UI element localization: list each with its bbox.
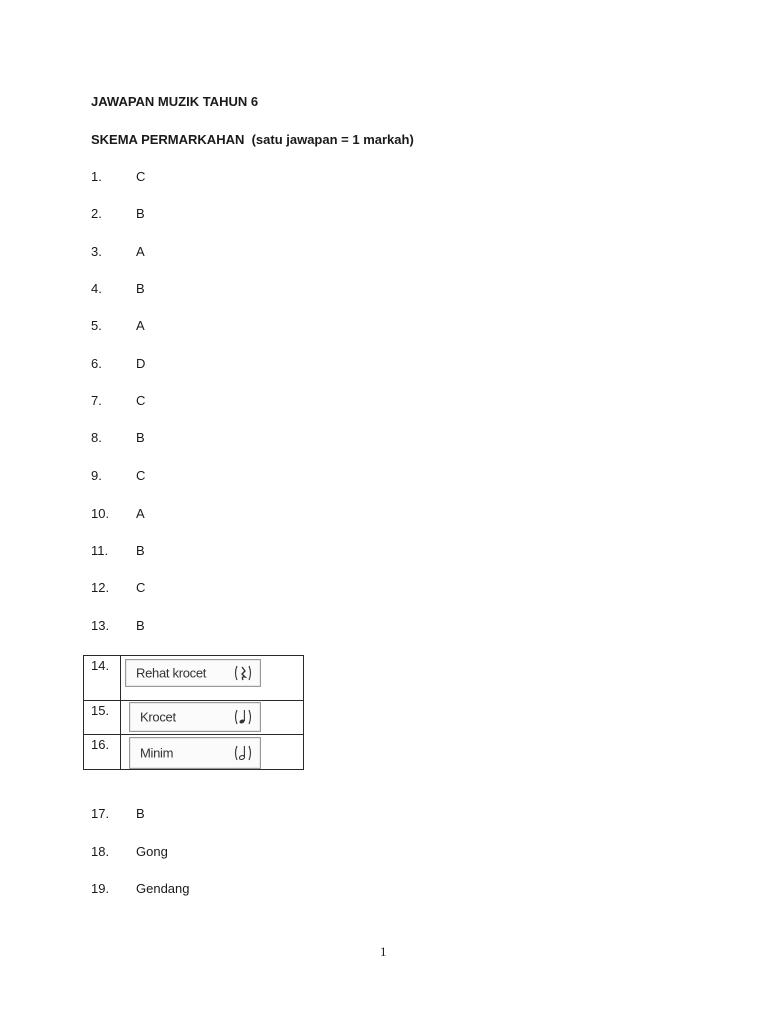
note-image: [129, 702, 261, 732]
note-label: Krocet: [140, 709, 176, 725]
answer-text: B: [136, 543, 145, 558]
question-number: 5.: [91, 318, 102, 333]
question-number: 2.: [91, 206, 102, 221]
question-number: 11.: [91, 543, 109, 558]
question-number: 13.: [91, 618, 110, 633]
answer-text: B: [136, 618, 145, 633]
marking-scheme-subtitle: SKEMA PERMARKAHAN (satu jawapan = 1 markah): [91, 132, 414, 147]
note-image: [129, 737, 261, 769]
answer-text: A: [136, 244, 145, 259]
answer-text: B: [136, 206, 145, 221]
note-values-table: [83, 655, 304, 770]
answer-text: C: [136, 580, 146, 595]
answer-text: Gong: [136, 844, 168, 859]
question-number: 14.: [84, 656, 121, 701]
table-row: [84, 656, 304, 701]
crotchet-rest-icon: [232, 664, 254, 682]
question-number: 16.: [84, 735, 121, 770]
question-number: 8.: [91, 430, 102, 445]
note-label: Rehat krocet: [136, 665, 207, 681]
note-image-cell: [121, 656, 304, 701]
answer-text: A: [136, 318, 145, 333]
question-number: 7.: [91, 393, 102, 408]
answer-text: C: [136, 393, 146, 408]
question-number: 12.: [91, 580, 110, 595]
minim-note-icon: [232, 744, 254, 762]
crotchet-note-icon: [232, 708, 254, 726]
answer-text: A: [136, 506, 145, 521]
answer-text: Gendang: [136, 881, 190, 896]
answer-text: C: [136, 169, 146, 184]
answer-text: C: [136, 468, 146, 483]
question-number: 4.: [91, 281, 102, 296]
answer-text: B: [136, 430, 145, 445]
question-number: 15.: [84, 701, 121, 735]
question-number: 17.: [91, 806, 110, 821]
note-image: [125, 659, 261, 687]
table-row: [84, 735, 304, 770]
question-number: 9.: [91, 468, 102, 483]
question-number: 18.: [91, 844, 110, 859]
page-number: 1: [380, 944, 387, 959]
question-number: 19.: [91, 881, 110, 896]
question-number: 1.: [91, 169, 102, 184]
note-image-cell: [121, 701, 304, 735]
question-number: 3.: [91, 244, 102, 259]
question-number: 6.: [91, 356, 102, 371]
answer-text: D: [136, 356, 146, 371]
question-number: 10.: [91, 506, 110, 521]
document-title: JAWAPAN MUZIK TAHUN 6: [91, 94, 259, 109]
answer-text: B: [136, 281, 145, 296]
table-row: [84, 701, 304, 735]
note-image-cell: [121, 735, 304, 770]
note-label: Minim: [140, 745, 174, 761]
answer-text: B: [136, 806, 145, 821]
